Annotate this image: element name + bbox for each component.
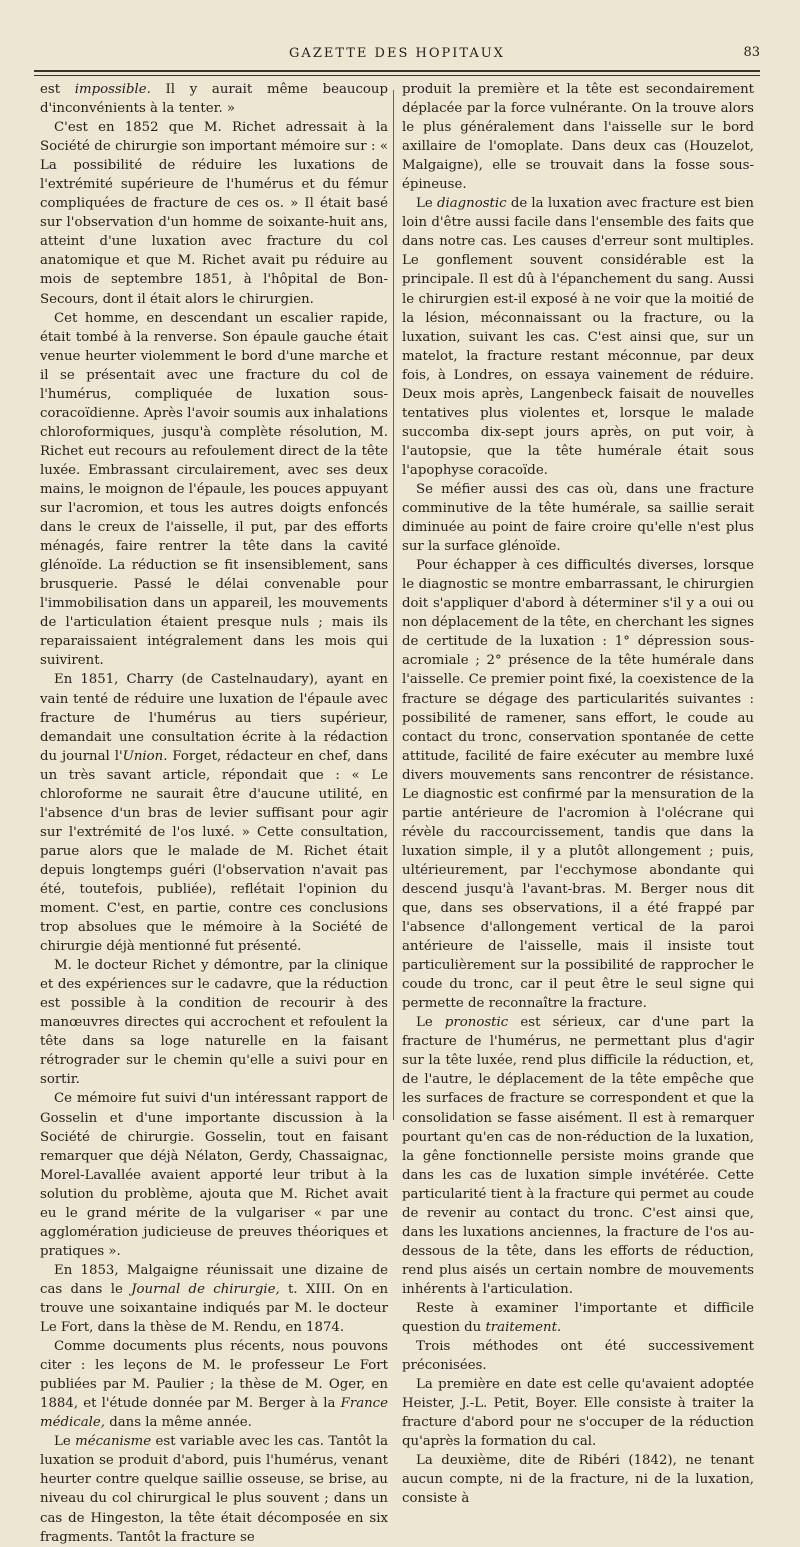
paragraph-text: est: [40, 82, 75, 97]
paragraph-text: Trois méthodes ont été successivement préconisées.: [402, 1339, 754, 1374]
paragraph-text: Reste à examiner l'importante et difficile question du: [402, 1301, 754, 1336]
header-rule-thick: [34, 70, 760, 72]
paragraph: [40, 80, 388, 118]
paragraph: [40, 309, 388, 671]
paragraph-text: Cet homme, en descendant un escalier rapide, était tombé à la renverse. Son épaule gauche était venue heurter violemment le bord d'une marche et il se présentait avec une fracture du col de l'humérus, compliquée de luxation sous-coracoïdienne. Après l'avoir soumis aux inhalations chloroformiques, jusqu'à complète résolution, M. Richet eut recours au refoulement direct de la tête luxée. Embrassant circulairement, avec ses deux mains, le moignon de l'épaule, les pouces appuyant sur l'acromion, et tous les autres doigts enfoncés dans le creux de l'aisselle, il put, par des efforts ménagés, faire rentrer la tête dans la cavité glénoïde. La réduction se fit insensiblement, sans brusquerie. Passé le délai convenable pour l'immobilisation dans un appareil, les mouvements de l'articulation étaient presque nuls ; mais ils reparaissaient intégralement dans les mois qui suivirent.: [40, 310, 388, 669]
paragraph-text: Se méfier aussi des cas où, dans une fracture comminutive de la tête humérale, sa saillie serait diminuée au point de faire croire qu'elle n'est plus sur la surface glénoïde.: [402, 481, 754, 555]
paragraph: [402, 1337, 754, 1375]
paragraph-text: La première en date est celle qu'avaient adoptée Heister, J.-L. Petit, Boyer. Elle consiste à traiter la fracture d'abord pour ne s'occuper de la réduction qu'après la formation du cal.: [402, 1377, 754, 1450]
paragraph-text: Pour échapper à ces difficultés diverses, lorsque le diagnostic se montre embarrassant, le chirurgien doit s'appliquer d'abord à déterminer s'il y a oui ou non déplacement de la tête, en cherchant les signes de certitude de la luxation : 1° dépression sous-acromiale ; 2° présence de la tête humérale dans l'aisselle. Ce premier point fixé, la coexistence de la fracture se dégage des particularités suivantes : possibilité de ramener, sans effort, le coude au contact du tronc, conservation spontanée de cette attitude, facilité de faire exécuter au membre luxé divers mouvements sans rencontrer de résistance. Le diagnostic est confirmé par la mensuration de la partie antérieure de l'acromion à l'olécrane qui révèle du raccourcissement, tandis que dans la luxation simple, il y a plutôt allongement ; puis, ultérieurement, par l'ecchymose abondante qui descend jusqu'à l'avant-bras. M. Berger nous dit que, dans ses observations, il a été frappé par l'absence d'allongement vertical de la paroi antérieure de l'aisselle, mais il insiste tout particulièrement sur la possibilité de rapprocher le coude du tronc, car il peut être le seul signe qui permette de reconnaître la fracture.: [402, 558, 754, 1012]
paragraph-text: En 1851, Charry (de Castelnaudary), ayant en vain tenté de réduire une luxation de l'épaule avec fracture de l'humérus au tiers supérieur, demandait une consultation écrite à la rédaction du journal l': [40, 672, 388, 764]
paragraph-text: Le: [54, 1434, 76, 1450]
column-divider: [393, 90, 394, 1120]
paragraph-text: t. XIII. On en trouve une soixantaine indiqués par M. le docteur Le Fort, dans la thèse de M. Rendu, en 1874.: [40, 1281, 389, 1336]
paragraph: [40, 956, 388, 1089]
paragraph: [40, 1432, 388, 1546]
italic-term: pronostic: [444, 1015, 509, 1031]
paragraph-text: produit la première et la tête est secondairement déplacée par la force vulnérante. On la trouve alors le plus généralement dans l'aisselle sur le bord axillaire de l'omoplate. Dans deux cas (Houzelot, Malgaigne), elle se trouvait dans la fosse sous-épineuse.: [402, 82, 754, 193]
paragraph-text: La deuxième, dite de Ribéri (1842), ne tenant aucun compte, ni de la fracture, ni de la luxation, consiste à: [402, 1453, 754, 1507]
paragraph: [402, 194, 754, 480]
italic-term: traitement.: [485, 1320, 562, 1336]
paragraph: [40, 1089, 388, 1260]
italic-term: Journal de chirurgie,: [131, 1281, 280, 1297]
paragraph-text: En 1853, Malgaigne réunissait une dizaine de cas dans le: [40, 1262, 388, 1297]
paragraph-text: C'est en 1852 que M. Richet adressait à la Société de chirurgie son important mémoire sur : « La possibilité de réduire les luxations de l'extrémité supérieure de l'humérus et du fémur compliquées de fracture de ces os. » Il était basé sur l'observation d'un homme de soixante-huit ans, atteint d'une luxation avec fracture du col anatomique et que M. Richet avait pu réduire au mois de septembre 1851, à l'hôpital de Bon-Secours, dont il était alors le chirurgien.: [40, 120, 388, 307]
paragraph: [40, 1261, 388, 1337]
header-rule-thin: [34, 75, 760, 76]
paragraph-text: de la luxation avec fracture est bien loin d'être aussi facile dans l'ensemble des faits que dans notre cas. Les causes d'erreur sont multiples. Le gonflement souvent considérable est la principale. Il est dû à l'épanchement du sang. Aussi le chirurgien est-il exposé à ne voir que la moitié de la lésion, méconnaissant ou la fracture, ou la luxation, suivant les cas. C'est ainsi que, sur un matelot, la fracture restant méconnue, par deux fois, à Londres, on essaya vainement de réduire. Deux mois après, Langenbeck faisait de nouvelles tentatives plus violentes et, lorsque le malade succomba dix-sept jours après, on put voir, à l'autopsie, que la tête humérale était sous l'apophyse coracoïde.: [402, 196, 754, 478]
paragraph: [402, 1299, 754, 1337]
paragraph: [402, 480, 754, 556]
paragraph-text: est sérieux, car d'une part la fracture de l'humérus, ne permettant plus d'agir sur la tête luxée, rend plus difficile la réduction, et, de l'autre, le déplacement de la tête empêche que les surfaces de fracture se correspondent et que la consolidation se fasse aisément. Il est à remarquer pourtant qu'en cas de non-réduction de la luxation, la gêne fonctionnelle persiste moins grande que dans les cas de luxation simple invétérée. Cette particularité tient à la fracture qui permet au coude de revenir au contact du tronc. C'est ainsi que, dans les luxations anciennes, la fracture de l'os au-dessous de la tête, dans les efforts de réduction, rend plus aisés un certain nombre de mouvements inhérents à l'articulation.: [402, 1015, 754, 1297]
paragraph-text: dans la même année.: [104, 1415, 252, 1431]
paragraph: [402, 556, 754, 1013]
journal-title: GAZETTE DES HOPITAUX: [289, 46, 505, 61]
italic-term: diagnostic: [436, 196, 507, 212]
left-column: [40, 80, 388, 1547]
paragraph-text: Le: [416, 1015, 445, 1031]
italic-term: Union.: [122, 748, 168, 764]
paragraph: [40, 670, 388, 956]
italic-term: mécanisme: [75, 1434, 152, 1450]
italic-term: impossible.: [74, 82, 151, 97]
right-column: [402, 80, 754, 1509]
page-number: 83: [743, 45, 760, 60]
paragraph: [40, 118, 388, 308]
page-header: [34, 42, 760, 70]
paragraph-text: Ce mémoire fut suivi d'un intéressant rapport de Gosselin et d'une importante discussion à la Société de chirurgie. Gosselin, tout en faisant remarquer que déjà Nélaton, Gerdy, Chassaignac, Morel-Lavallée avaient apporté leur tribut à la solution du problème, ajouta que M. Richet avait eu le grand mérite de la vulgariser « par une agglomération judicieuse de preuves théoriques et pratiques ».: [40, 1091, 388, 1259]
paragraph: [40, 1337, 388, 1432]
paragraph: [402, 80, 754, 194]
paragraph-text: Forget, rédacteur en chef, dans un très savant article, répondait que : « Le chloroforme ne saurait être d'aucune utilité, en l'absence d'un bras de levier suffisant pour agir sur l'extrémité de l'os luxé. » Cette consultation, parue alors que le malade de M. Richet était depuis longtemps guéri (l'observation n'avait pas été, toutefois, publiée), reflétait l'opinion du moment. C'est, en partie, contre ces conclusions trop absolues que le mémoire à la Société de chirurgie déjà mentionné fut présenté.: [40, 748, 388, 955]
paragraph-text: M. le docteur Richet y démontre, par la clinique et des expériences sur le cadavre, que la réduction est possible à la condition de recourir à des manœuvres directes qui accrochent et refoulent la tête dans sa loge naturelle en la faisant rétrograder sur le chemin qu'elle a suivi pour en sortir.: [40, 958, 388, 1088]
paragraph-text: est variable avec les cas. Tantôt la luxation se produit d'abord, puis l'humérus, venant heurter contre quelque saillie osseuse, se brise, au niveau du col chirurgical le plus souvent ; dans un cas de Hingeston, la tête était décomposée en six fragments. Tantôt la fracture se: [40, 1434, 388, 1545]
paragraph-text: Il y aurait même beaucoup d'inconvénients à la tenter. »: [40, 82, 388, 117]
paragraph-text: Comme documents plus récents, nous pouvons citer : les leçons de M. le professeur Le Fort publiées par M. Paulier ; la thèse de M. Oger, en 1884, et l'étude donnée par M. Berger à la: [40, 1339, 388, 1412]
paragraph: [402, 1375, 754, 1451]
paragraph-text: Le: [416, 196, 437, 212]
paragraph: [402, 1451, 754, 1508]
italic-term: France médicale,: [40, 1396, 388, 1431]
paragraph: [402, 1013, 754, 1299]
